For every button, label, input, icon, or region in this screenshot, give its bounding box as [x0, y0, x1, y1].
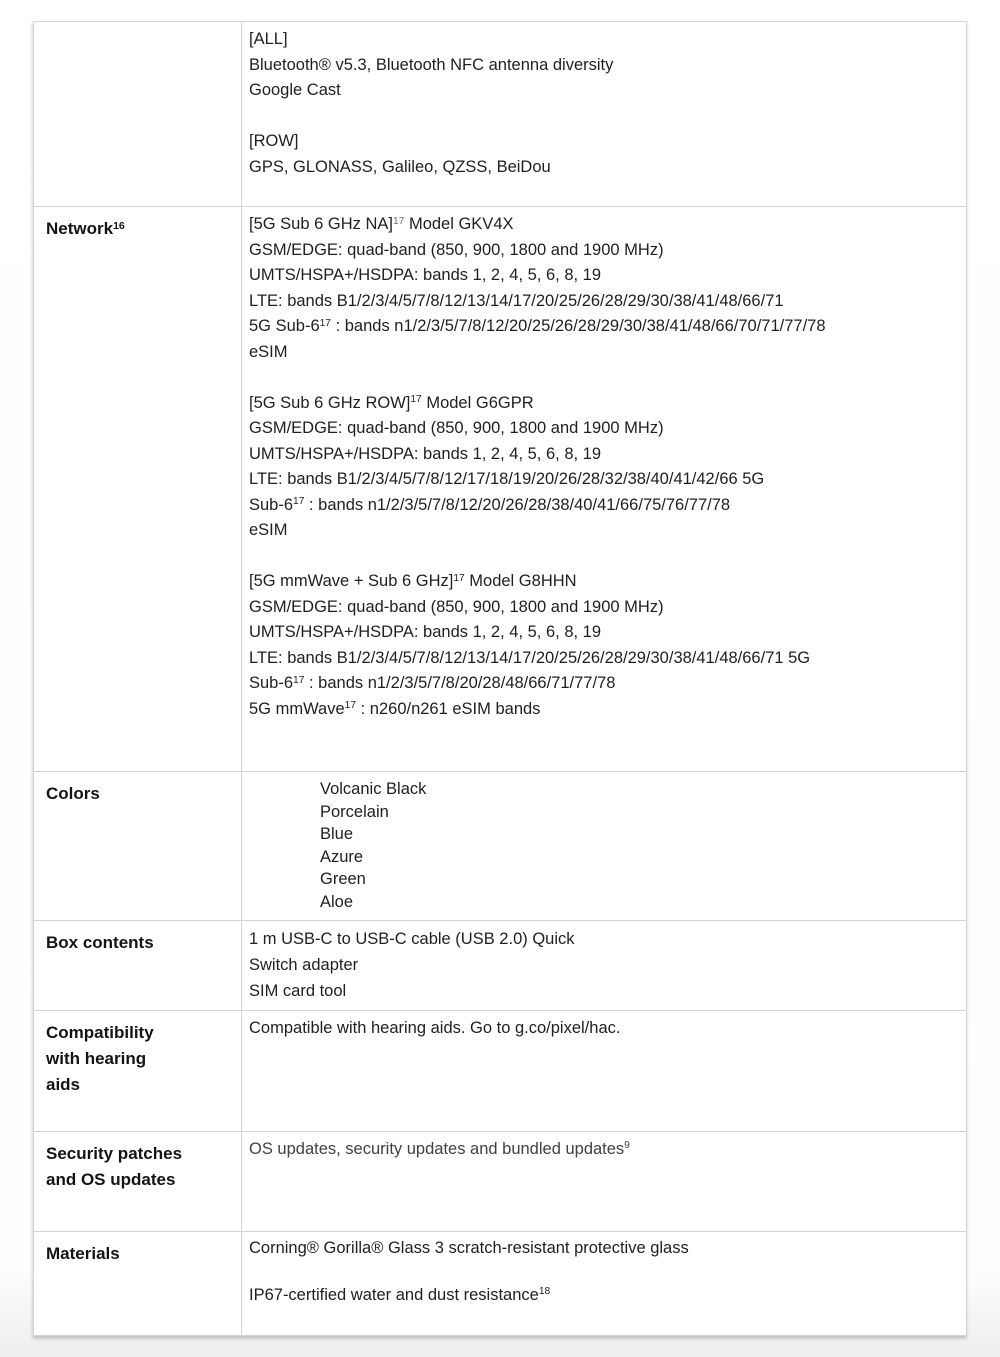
table-row-colors	[34, 772, 967, 921]
row-value-cell	[242, 920, 967, 1010]
row-label-cell	[34, 920, 242, 1010]
footnote-marker: 9	[624, 1140, 630, 1152]
spec-value-line: [5G mmWave + Sub 6 GHz]$^{17}$ Model G8HHN	[249, 572, 577, 590]
spec-value-line: Aloe	[320, 892, 354, 911]
row-value-cell	[242, 1131, 967, 1231]
row-value-cell	[242, 1231, 967, 1335]
footnote-marker: 17	[410, 394, 422, 406]
row-label-cell	[34, 1010, 242, 1131]
spec-value-line: Azure	[320, 847, 364, 866]
spec-value-line: IP67-certified water and dust resistance$^{18}$	[249, 1285, 551, 1304]
spec-value-line: [5G Sub 6 GHz ROW]$^{17}$ Model G6GPR	[249, 393, 534, 412]
table-row-materials	[34, 1231, 967, 1335]
spec-value-line: GSM/EDGE: quad-band (850, 900, 1800 and 1900 MHz)	[249, 419, 664, 437]
spec-value-line: Porcelain	[320, 802, 389, 821]
spec-value-line: Bluetooth® v5.3, Bluetooth NFC antenna diversity	[249, 55, 614, 74]
spec-value-line: UMTS/HSPA+/HSDPA: bands 1, 2, 4, 5, 6, 8, 19	[249, 623, 602, 641]
row-label-line: and OS updates	[46, 1169, 176, 1189]
table-row-hearing-aid-compatibility	[34, 1010, 967, 1131]
spec-value-line: Blue	[320, 825, 354, 844]
row-value-cell	[242, 22, 967, 207]
spec-value-line: Google Cast	[249, 81, 341, 99]
spec-value-line: Compatible with hearing aids. Go to g.co/pixel/hac.	[249, 1018, 621, 1037]
footnote-marker: 17	[344, 700, 357, 712]
row-label-line: Box contents	[46, 932, 154, 952]
table-row-network	[34, 207, 967, 772]
row-label-line: Colors	[46, 784, 100, 803]
spec-value-line: UMTS/HSPA+/HSDPA: bands 1, 2, 4, 5, 6, 8, 19	[249, 444, 602, 463]
footnote-marker: 17	[293, 674, 305, 686]
spec-value-line: eSIM	[249, 342, 288, 361]
row-value-cell	[242, 772, 967, 921]
spec-value-line	[249, 365, 956, 391]
spec-value-line: Switch adapter	[249, 955, 359, 974]
row-label-cell	[34, 772, 242, 921]
spec-value-line: [ROW]	[249, 132, 299, 150]
spec-value-line: LTE: bands B1/2/3/4/5/7/8/12/13/14/17/20/25/26/28/29/30/38/41/48/66/71	[249, 291, 784, 310]
spec-value-line: Sub-$6^{17}$ : bands n1/2/3/5/7/8/20/28/48/66/71/77/78	[249, 674, 616, 692]
spec-value-line: 1 m USB-C to USB-C cable (USB 2.0) Quick	[249, 929, 575, 948]
row-value-cell	[242, 1010, 967, 1131]
row-label-line: aids	[46, 1074, 81, 1094]
spec-value-line: [5G Sub 6 GHz NA]$^{17}$ Model GKV4X	[249, 215, 514, 233]
spec-value-line: Green	[320, 870, 366, 889]
spec-value-line: eSIM	[249, 521, 288, 539]
footnote-marker: 17	[453, 572, 465, 584]
row-label-line: Security patches	[46, 1143, 183, 1163]
row-label-line: Materials	[46, 1243, 120, 1263]
spec-value-line: GPS, GLONASS, Galileo, QZSS, BeiDou	[249, 157, 551, 176]
footnote-marker: 18	[538, 1286, 551, 1298]
table-row-security-patches-os-updates	[34, 1131, 967, 1231]
spec-table	[33, 21, 967, 1336]
spec-value-line: 5G mmWave$^{17}$ : n260/n261 eSIM bands	[249, 699, 541, 718]
footnote-marker: 16	[113, 219, 125, 232]
spec-value-line: [ALL]	[249, 30, 288, 48]
spec-value-line: GSM/EDGE: quad-band (850, 900, 1800 and 1900 MHz)	[249, 240, 664, 259]
footnote-marker: 17	[319, 317, 331, 329]
row-label-cell	[34, 22, 242, 207]
table-row-connectivity-continued	[34, 22, 967, 207]
table-row-box-contents	[34, 920, 967, 1010]
spec-value-line	[249, 104, 956, 130]
spec-value-line: GSM/EDGE: quad-band (850, 900, 1800 and 1900 MHz)	[249, 597, 664, 616]
spec-value-line: 5G Sub-$6^{17}$ : bands n1/2/3/5/7/8/12/20/25/26/28/29/30/38/41/48/66/70/71/77/78	[249, 317, 826, 335]
footnote-link[interactable]: 17	[392, 215, 405, 227]
row-label-line: Compatibility	[46, 1022, 154, 1042]
row-label-line: with hearing	[46, 1048, 147, 1068]
spec-value-line: UMTS/HSPA+/HSDPA: bands 1, 2, 4, 5, 6, 8, 19	[249, 266, 602, 284]
spec-value-line: LTE: bands B1/2/3/4/5/7/8/12/13/14/17/20/25/26/28/29/30/38/41/48/66/71 5G	[249, 648, 811, 667]
row-label-cell	[34, 1131, 242, 1231]
footnote-marker: 17	[293, 496, 305, 508]
spec-value-line: Sub-$6^{17}$ : bands n1/2/3/5/7/8/12/20/26/28/38/40/41/66/75/76/77/78	[249, 495, 731, 514]
spec-value-line	[249, 544, 956, 570]
spec-value-line: Corning® Gorilla® Glass 3 scratch-resistant protective glass	[249, 1238, 689, 1257]
row-label-cell	[34, 207, 242, 772]
spec-value-line: Volcanic Black	[320, 780, 427, 798]
spec-value-line: OS updates, security updates and bundled updates$^9$	[249, 1139, 630, 1158]
spec-value-line	[249, 1260, 956, 1284]
spec-value-line: SIM card tool	[249, 981, 347, 1000]
spec-value-line: LTE: bands B1/2/3/4/5/7/8/12/17/18/19/20/26/28/32/38/40/41/42/66 5G	[249, 470, 765, 488]
row-value-cell	[242, 207, 967, 772]
row-label-cell	[34, 1231, 242, 1335]
row-label-line: Network$^{16}$	[46, 219, 125, 238]
